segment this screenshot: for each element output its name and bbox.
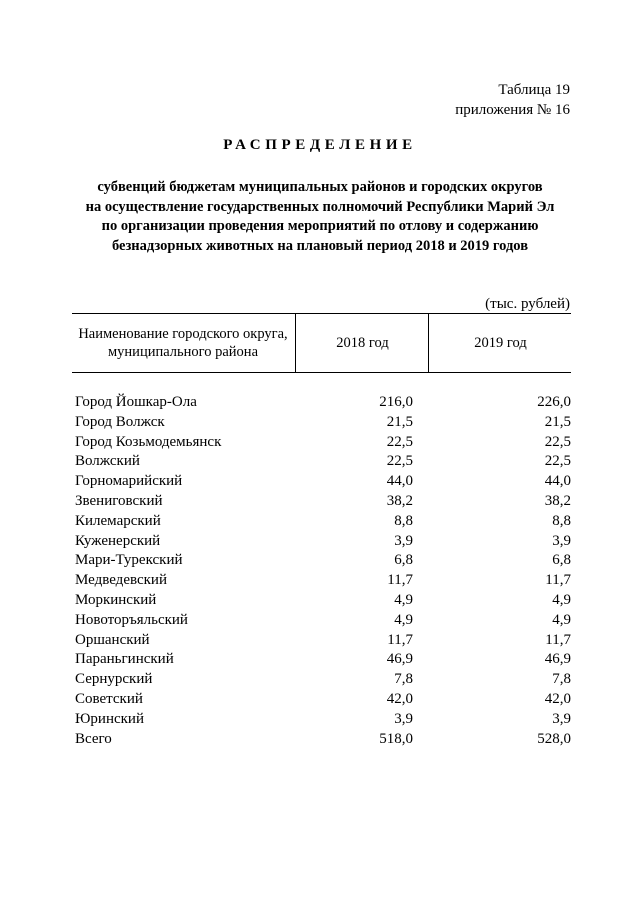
row-value-2018: 7,8 bbox=[394, 671, 413, 688]
row-value-2018: 21,5 bbox=[386, 413, 413, 430]
row-value-2019: 11,7 bbox=[545, 572, 571, 589]
row-value-2019: 4,9 bbox=[552, 611, 571, 628]
table-row bbox=[75, 452, 571, 472]
table-row bbox=[75, 512, 571, 532]
row-district-name: Звениговский bbox=[75, 492, 163, 509]
row-value-2018: 38,2 bbox=[386, 492, 413, 509]
row-value-2019: 528,0 bbox=[537, 730, 571, 747]
row-value-2018: 11,7 bbox=[387, 631, 413, 648]
row-value-2018: 3,9 bbox=[394, 710, 413, 727]
table-row bbox=[75, 551, 571, 571]
row-district-name: Советский bbox=[75, 690, 143, 707]
table-row bbox=[75, 690, 571, 710]
appendix-reference bbox=[455, 80, 570, 120]
column-header-2019: 2019 год bbox=[428, 314, 572, 372]
row-value-2019: 46,9 bbox=[544, 651, 571, 668]
row-district-name: Медведевский bbox=[75, 572, 167, 589]
row-district-name: Мари-Турекский bbox=[75, 552, 183, 569]
row-value-2018: 42,0 bbox=[386, 690, 413, 707]
row-district-name: Куженерский bbox=[75, 532, 161, 549]
row-district-name: Килемарский bbox=[75, 512, 161, 529]
row-value-2018: 46,9 bbox=[386, 651, 413, 668]
column-header-name: Наименование городского округа, муниципального района bbox=[78, 326, 288, 360]
document-subtitle bbox=[60, 178, 580, 256]
row-value-2018: 6,8 bbox=[394, 552, 413, 569]
row-value-2018: 11,7 bbox=[387, 572, 413, 589]
row-district-name: Город Козьмодемьянск bbox=[75, 433, 222, 450]
units-label: (тыс. рублей) bbox=[485, 296, 570, 312]
row-district-name: Город Волжск bbox=[75, 413, 165, 430]
row-value-2018: 22,5 bbox=[386, 433, 413, 450]
table-row bbox=[75, 393, 571, 413]
subtitle-line: безнадзорных животных на плановый период 2018 и 2019 годов bbox=[111, 237, 529, 254]
row-district-name: Параньгинский bbox=[75, 651, 174, 668]
row-district-name: Горномарийский bbox=[75, 473, 183, 490]
table-row bbox=[75, 710, 571, 730]
table-number-label: Таблица 19 bbox=[498, 82, 570, 98]
row-value-2019: 38,2 bbox=[544, 492, 571, 509]
table-row bbox=[75, 571, 571, 591]
row-value-2018: 8,8 bbox=[394, 512, 413, 529]
table-row bbox=[75, 670, 571, 690]
row-value-2018: 3,9 bbox=[394, 532, 413, 549]
appendix-number-label: приложения № 16 bbox=[455, 102, 570, 118]
row-value-2019: 11,7 bbox=[545, 631, 571, 648]
table-row bbox=[75, 472, 571, 492]
table-row bbox=[75, 413, 571, 433]
row-district-name: Новоторъяльский bbox=[75, 611, 188, 628]
subtitle-line: субвенций бюджетам муниципальных районов и городских округов bbox=[97, 179, 543, 195]
table-header bbox=[72, 313, 571, 373]
table-row bbox=[75, 492, 571, 512]
row-value-2019: 21,5 bbox=[544, 413, 571, 430]
row-value-2019: 44,0 bbox=[544, 473, 571, 490]
row-value-2019: 8,8 bbox=[552, 512, 571, 529]
row-district-name: Всего bbox=[75, 730, 112, 747]
row-value-2019: 42,0 bbox=[544, 690, 571, 707]
table-row bbox=[75, 631, 571, 651]
table-row bbox=[75, 611, 571, 631]
subtitle-line: по организации проведения мероприятий по отлову и содержанию bbox=[101, 218, 539, 234]
row-value-2018: 4,9 bbox=[394, 591, 413, 608]
row-value-2019: 226,0 bbox=[537, 394, 571, 410]
column-header-2018: 2018 год bbox=[295, 314, 429, 372]
row-value-2018: 4,9 bbox=[394, 611, 413, 628]
row-value-2018: 518,0 bbox=[379, 730, 413, 747]
row-district-name: Город Йошкар-Ола bbox=[75, 394, 197, 410]
row-value-2018: 44,0 bbox=[386, 473, 413, 490]
row-value-2019: 22,5 bbox=[544, 453, 571, 470]
row-value-2019: 6,8 bbox=[552, 552, 571, 569]
row-value-2019: 7,8 bbox=[552, 671, 571, 688]
row-value-2019: 3,9 bbox=[552, 532, 571, 549]
table-row bbox=[75, 650, 571, 670]
subtitle-line: на осуществление государственных полномочий Республики Марий Эл bbox=[85, 198, 555, 215]
row-district-name: Юринский bbox=[75, 710, 144, 727]
row-district-name: Волжский bbox=[75, 453, 140, 470]
row-value-2018: 22,5 bbox=[386, 453, 413, 470]
row-value-2019: 3,9 bbox=[552, 710, 571, 727]
table-row bbox=[75, 591, 571, 611]
row-district-name: Оршанский bbox=[75, 631, 150, 648]
row-value-2019: 22,5 bbox=[544, 433, 571, 450]
row-value-2019: 4,9 bbox=[552, 591, 571, 608]
row-district-name: Моркинский bbox=[75, 591, 157, 608]
document-title: РАСПРЕДЕЛЕНИЕ bbox=[223, 137, 417, 153]
row-district-name: Сернурский bbox=[75, 671, 153, 688]
table-row bbox=[75, 433, 571, 453]
row-value-2018: 216,0 bbox=[379, 394, 413, 410]
table-total-row bbox=[75, 730, 571, 750]
table-row bbox=[75, 532, 571, 552]
table-body bbox=[75, 393, 571, 749]
